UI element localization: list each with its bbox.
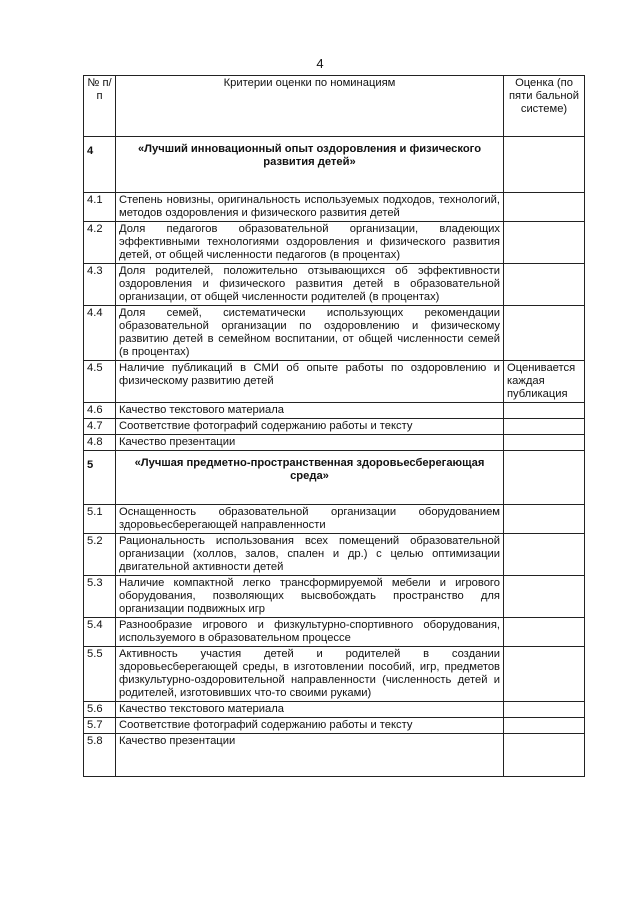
score-cell <box>504 734 585 777</box>
table-row <box>84 193 585 222</box>
criterion-text: Качество презентации <box>116 734 504 777</box>
criterion-text: Доля педагогов образовательной организации, владеющих эффективными технологиями оздоровления и физического развития детей, от общей численности педагогов (в процентах) <box>116 222 504 264</box>
section-row <box>84 137 585 193</box>
criterion-text: Доля семей, систематически использующих рекомендации образовательной организации по оздоровлению и физическому развитию детей в семейном воспитании, от общей численности семей (в процентах) <box>116 306 504 361</box>
header-score: Оценка (по пяти бальной системе) <box>504 76 585 137</box>
criteria-table <box>83 75 585 777</box>
row-number: 5.8 <box>84 734 116 777</box>
criterion-text: Оснащенность образовательной организации оборудованием здоровьесберегающей направленности <box>116 505 504 534</box>
table-row <box>84 403 585 419</box>
page-number: 4 <box>316 56 324 71</box>
row-number: 4.2 <box>84 222 116 264</box>
table-row <box>84 222 585 264</box>
row-number: 5.2 <box>84 534 116 576</box>
table-header-row <box>84 76 585 137</box>
score-cell <box>504 505 585 534</box>
row-number: 5.6 <box>84 702 116 718</box>
score-cell <box>504 306 585 361</box>
score-cell <box>504 137 585 193</box>
criterion-text: Рациональность использования всех помещений образовательной организации (холлов, залов, спален и др.) с целью оптимизации двигательной активности детей <box>116 534 504 576</box>
score-cell <box>504 419 585 435</box>
table-row <box>84 718 585 734</box>
criterion-text: Активность участия детей и родителей в создании здоровьесберегающей среды, в изготовлении пособий, игр, предметов физкультурно-оздоровительной направленности (численность детей и родителей, изготовивших что-то своими руками) <box>116 647 504 702</box>
row-number: 4.5 <box>84 361 116 403</box>
score-cell: Оценивается каждая публикация <box>504 361 585 403</box>
criterion-text: Соответствие фотографий содержанию работы и тексту <box>116 419 504 435</box>
table-row <box>84 647 585 702</box>
table-row <box>84 361 585 403</box>
section-number: 4 <box>84 137 116 193</box>
table-row <box>84 435 585 451</box>
criterion-text: Доля родителей, положительно отзывающихся об эффективности оздоровления и физического развития детей в образовательной организации, от общей численности родителей (в процентах) <box>116 264 504 306</box>
row-number: 5.5 <box>84 647 116 702</box>
score-cell <box>504 576 585 618</box>
row-number: 4.8 <box>84 435 116 451</box>
row-number: 5.7 <box>84 718 116 734</box>
row-number: 5.1 <box>84 505 116 534</box>
table-row <box>84 618 585 647</box>
section-title: «Лучшая предметно-пространственная здоровьесберегающая среда» <box>116 451 504 505</box>
score-cell <box>504 451 585 505</box>
criterion-text: Качество текстового материала <box>116 702 504 718</box>
criterion-text: Наличие публикаций в СМИ об опыте работы по оздоровлению и физическому развитию детей <box>116 361 504 403</box>
score-cell <box>504 193 585 222</box>
table-row <box>84 534 585 576</box>
score-cell <box>504 435 585 451</box>
criterion-text: Соответствие фотографий содержанию работы и тексту <box>116 718 504 734</box>
score-cell <box>504 718 585 734</box>
criterion-text: Качество текстового материала <box>116 403 504 419</box>
criterion-text: Качество презентации <box>116 435 504 451</box>
row-number: 4.3 <box>84 264 116 306</box>
score-cell <box>504 403 585 419</box>
row-number: 4.1 <box>84 193 116 222</box>
table-row <box>84 576 585 618</box>
section-number: 5 <box>84 451 116 505</box>
score-cell <box>504 264 585 306</box>
table-row <box>84 419 585 435</box>
score-cell <box>504 618 585 647</box>
score-cell <box>504 534 585 576</box>
section-title: «Лучший инновационный опыт оздоровления и физического развития детей» <box>116 137 504 193</box>
row-number: 5.4 <box>84 618 116 647</box>
criterion-text: Разнообразие игрового и физкультурно-спортивного оборудования, используемого в образовательном процессе <box>116 618 504 647</box>
table-row <box>84 505 585 534</box>
header-num: № п/п <box>84 76 116 137</box>
score-cell <box>504 647 585 702</box>
criterion-text: Наличие компактной легко трансформируемой мебели и игрового оборудования, позволяющих высвобождать пространство для организации подвижных игр <box>116 576 504 618</box>
score-cell <box>504 222 585 264</box>
section-row <box>84 451 585 505</box>
header-criteria: Критерии оценки по номинациям <box>116 76 504 137</box>
criterion-text: Степень новизны, оригинальность используемых подходов, технологий, методов оздоровления и физического развития детей <box>116 193 504 222</box>
table-row <box>84 702 585 718</box>
table-row <box>84 734 585 777</box>
row-number: 4.6 <box>84 403 116 419</box>
table-row <box>84 264 585 306</box>
row-number: 4.4 <box>84 306 116 361</box>
score-cell <box>504 702 585 718</box>
row-number: 4.7 <box>84 419 116 435</box>
table-row <box>84 306 585 361</box>
row-number: 5.3 <box>84 576 116 618</box>
